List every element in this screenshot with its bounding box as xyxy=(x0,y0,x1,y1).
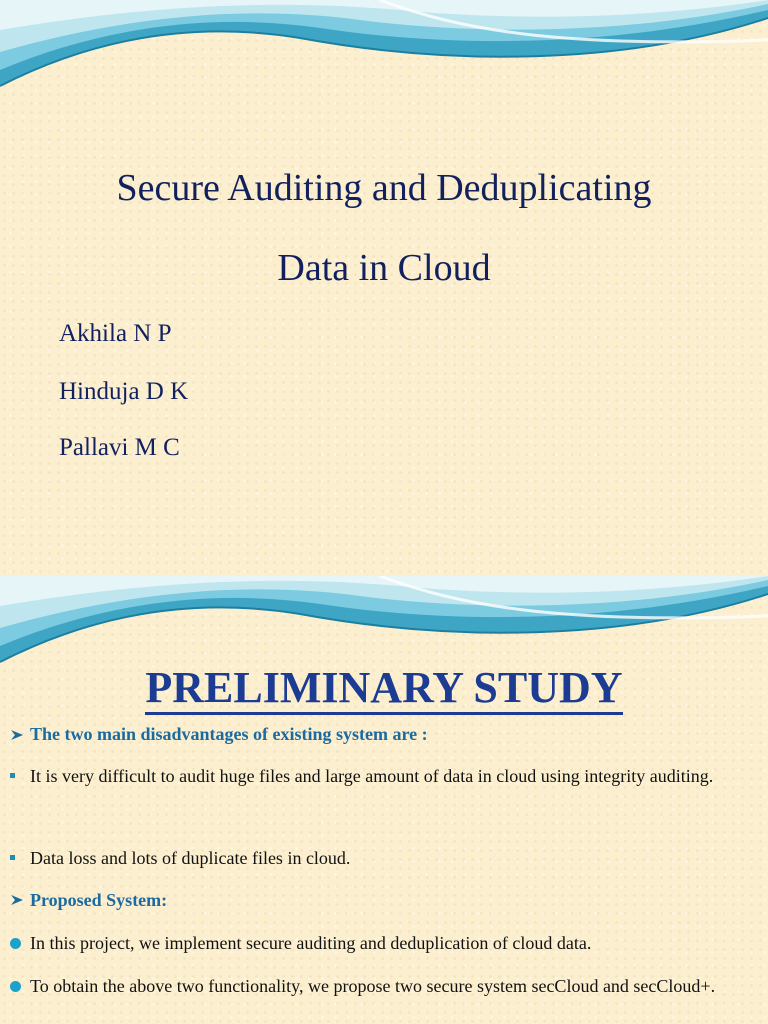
arrow-bullet-icon xyxy=(10,893,24,907)
bullet-point: To obtain the above two functionality, we propose two secure system secCloud and secCloud+. xyxy=(30,976,716,996)
author-name: Hinduja D K xyxy=(59,378,189,405)
slide-heading-text: PRELIMINARY STUDY xyxy=(145,663,622,715)
square-bullet-icon xyxy=(10,773,15,778)
author-name: Pallavi M C xyxy=(59,434,180,461)
wave-header-decoration xyxy=(0,576,768,666)
round-bullet-icon xyxy=(10,981,21,992)
wave-header-decoration xyxy=(0,0,768,90)
author-item xyxy=(58,434,180,462)
round-bullet-icon xyxy=(10,938,21,949)
slide-title-line-1: Secure Auditing and Deduplicating xyxy=(116,167,652,209)
author-item xyxy=(58,320,172,348)
author-item xyxy=(58,378,188,406)
bullet-point: Data loss and lots of duplicate files in cloud. xyxy=(30,848,351,868)
author-name: Akhila N P xyxy=(59,320,172,347)
slide-heading xyxy=(0,662,768,713)
subheading-proposed-system: Proposed System: xyxy=(30,890,168,910)
subheading-existing-system: The two main disadvantages of existing system are : xyxy=(30,724,428,744)
bullet-point: In this project, we implement secure auditing and deduplication of cloud data. xyxy=(30,933,592,953)
arrow-bullet-icon xyxy=(10,728,24,742)
square-bullet-icon xyxy=(10,855,15,860)
content-slide xyxy=(0,576,768,1024)
bullet-point: It is very difficult to audit huge files and large amount of data in cloud using integrity auditing. xyxy=(30,766,714,786)
slide-title-line-2: Data in Cloud xyxy=(277,247,491,289)
